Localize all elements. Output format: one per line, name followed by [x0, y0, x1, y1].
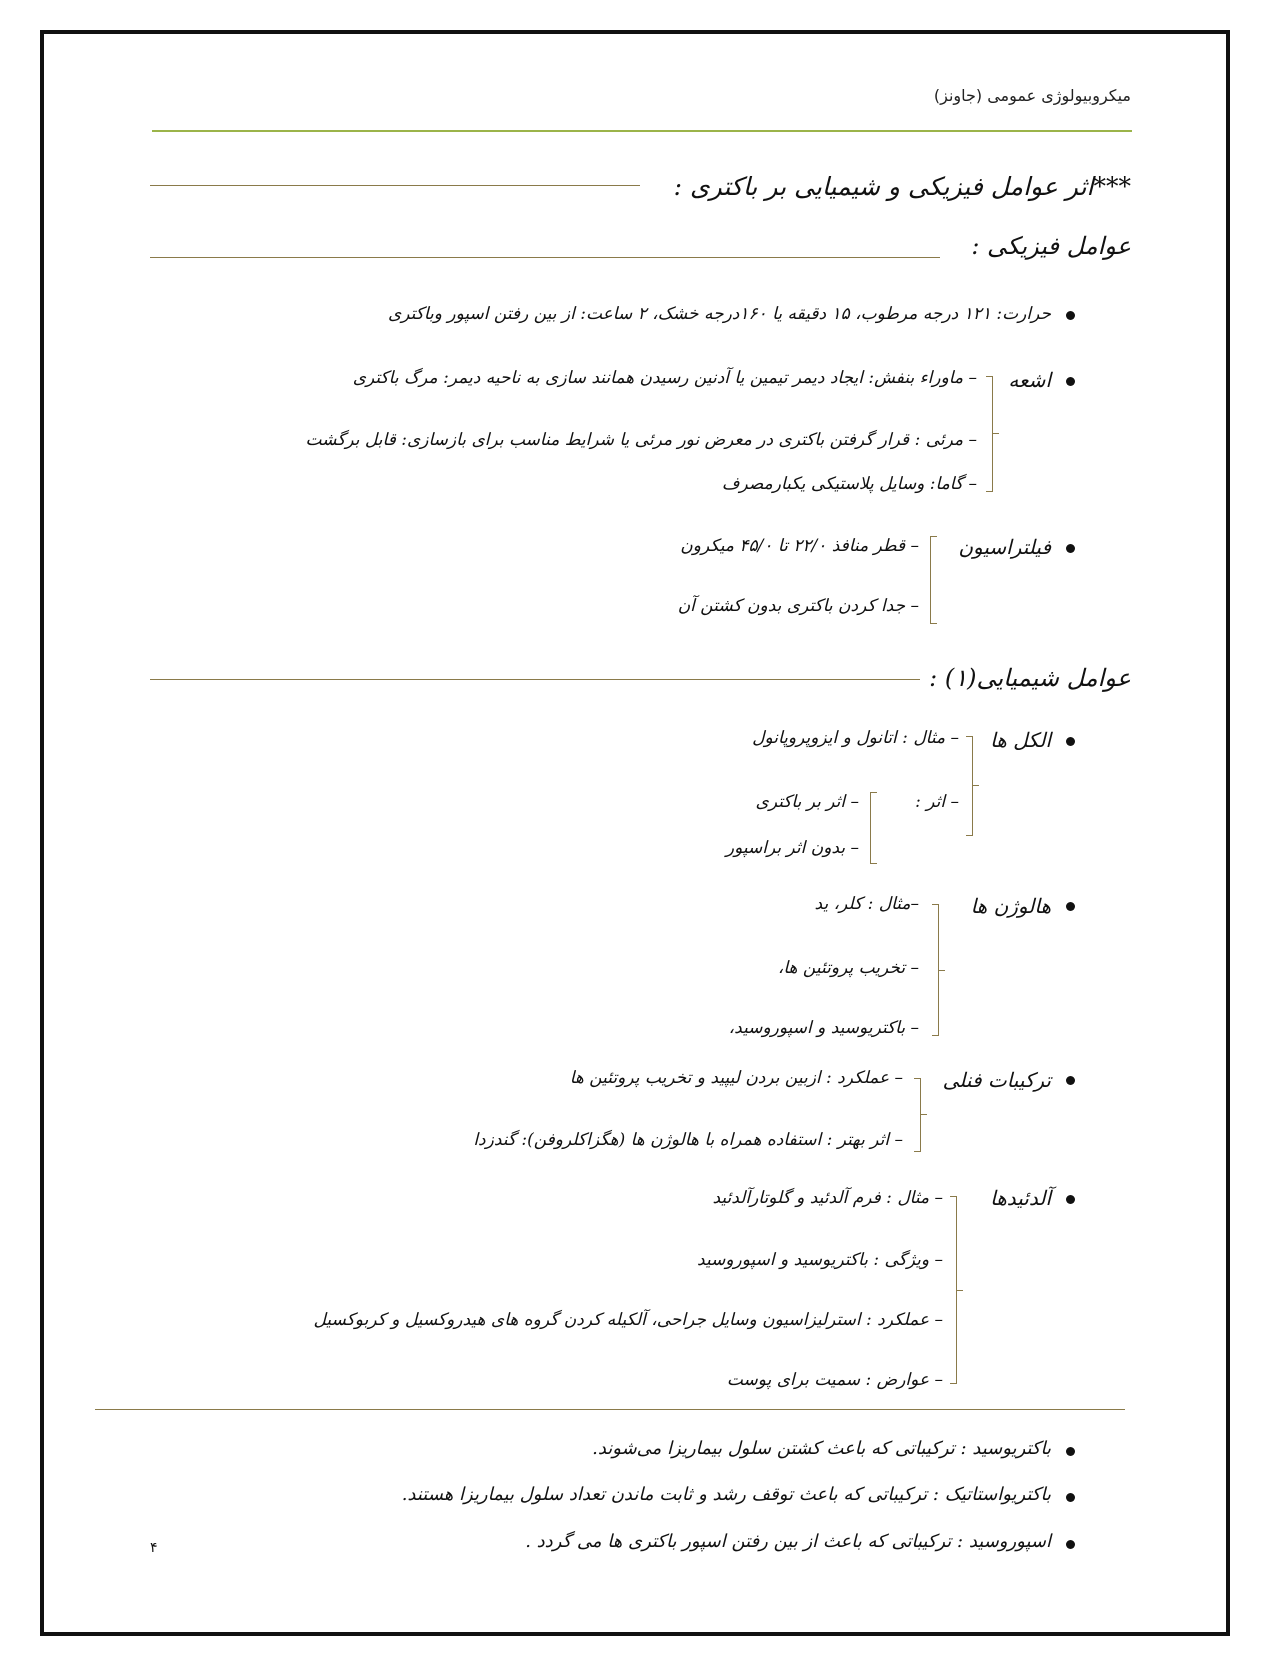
aldehydes-item: – مثال : فرم آلدئید و گلوتارآلدئید — [712, 1188, 943, 1208]
brace-tip — [973, 785, 979, 786]
bullet — [1066, 1076, 1075, 1085]
aldehydes-item: – عملکرد : استرلیزاسیون وسایل جراحی، آلکیله کردن گروه های هیدروکسیل و کربوکسیل — [313, 1310, 943, 1330]
filtration-item: – جدا کردن باکتری بدون کشتن آن — [677, 596, 919, 616]
halogens-label: هالوژن ها — [970, 894, 1051, 918]
radiation-item: – مرئی : قرار گرفتن باکتری در معرض نور مرئی یا شرایط مناسب برای بازسازی: قابل برگشت — [305, 430, 977, 450]
bullet — [1066, 1447, 1075, 1456]
halogens-item: – باکتریوسید و اسپوروسید، — [728, 1018, 919, 1038]
brace-tip — [939, 970, 945, 971]
main-heading: ***اثر عوامل فیزیکی و شیمیایی بر باکتری : — [673, 172, 1131, 201]
brace-tip — [921, 1114, 927, 1115]
alcohols-label: الکل ها — [990, 728, 1051, 752]
footnote-separator — [95, 1409, 1125, 1410]
alcohols-brace — [966, 736, 973, 836]
aldehydes-brace — [950, 1196, 957, 1384]
footnote-item: باکتریوسید : ترکیباتی که باعث کشتن سلول بیماریزا می‌شوند. — [592, 1438, 1051, 1459]
footnote-item: باکتریواستاتیک : ترکیباتی که باعث توقف رشد و ثابت ماندن تعداد سلول بیماریزا هستند. — [401, 1484, 1051, 1505]
physical-heading: عوامل فیزیکی : — [971, 232, 1131, 260]
page-number: ۴ — [150, 1540, 158, 1556]
header-rule — [152, 130, 1132, 132]
alcohols-effect: – بدون اثر براسپور — [725, 838, 859, 858]
bullet — [1066, 1540, 1075, 1549]
halogens-item: – تخریب پروتئین ها، — [777, 958, 919, 978]
filtration-brace — [930, 536, 937, 624]
running-header: میکروبیولوژی عمومی (جاونز) — [933, 86, 1131, 105]
footnote-item: اسپوروسید : ترکیباتی که باعث از بین رفتن اسپور باکتری ها می گردد . — [525, 1531, 1051, 1552]
brace-tip — [957, 1290, 963, 1291]
physical-heading-rule — [150, 257, 940, 258]
radiation-item: – ماوراء بنفش: ایجاد دیمر تیمین یا آدنین رسیدن همانند سازی به ناحیه دیمر: مرگ باکتری — [352, 368, 977, 388]
radiation-label: اشعه — [1008, 368, 1051, 392]
aldehydes-item: – عوارض : سمیت برای پوست — [726, 1370, 943, 1390]
alcohols-effect: – اثر بر باکتری — [755, 792, 859, 812]
alcohols-example: – مثال : اتانول و ایزوپروپانول — [752, 728, 959, 748]
bullet — [1066, 1493, 1075, 1502]
alcohols-effect-brace — [870, 792, 877, 864]
bullet — [1066, 544, 1075, 553]
aldehydes-item: – ویژگی : باکتریوسید و اسپوروسید — [697, 1250, 943, 1270]
bullet — [1066, 1195, 1075, 1204]
heat-item: حرارت: ۱۲۱ درجه مرطوب، ۱۵ دقیقه یا ۱۶۰درجه خشک، ۲ ساعت: از بین رفتن اسپور وباکتری — [387, 304, 1051, 324]
main-heading-rule — [150, 185, 640, 186]
aldehydes-label: آلدئیدها — [990, 1186, 1051, 1210]
chemical-heading: عوامل شیمیایی(۱) : — [929, 664, 1131, 692]
page-border — [40, 30, 1230, 1636]
bullet — [1066, 902, 1075, 911]
radiation-item: – گاما: وسایل پلاستیکی یکبارمصرف — [721, 474, 977, 494]
phenolics-label: ترکیبات فنلی — [942, 1068, 1051, 1092]
alcohols-effect-label: – اثر : — [915, 792, 959, 812]
phenolics-item: – عملکرد : ازبین بردن لیپید و تخریب پروتئین ها — [569, 1068, 903, 1088]
halogens-item: –مثال : کلر، ید — [814, 894, 919, 914]
bullet — [1066, 737, 1075, 746]
halogens-brace — [932, 904, 939, 1036]
chemical-heading-rule — [150, 679, 920, 680]
filtration-label: فیلتراسیون — [958, 535, 1051, 559]
radiation-brace — [986, 376, 993, 492]
phenolics-item: – اثر بهتر : استفاده همراه با هالوژن ها (هگزاکلروفن): گندزدا — [473, 1130, 903, 1150]
phenolics-brace — [914, 1078, 921, 1152]
bullet — [1066, 311, 1075, 320]
brace-tip — [993, 433, 999, 434]
filtration-item: – قطر منافذ ۲۲/۰ تا ۴۵/۰ میکرون — [680, 536, 919, 556]
bullet — [1066, 377, 1075, 386]
